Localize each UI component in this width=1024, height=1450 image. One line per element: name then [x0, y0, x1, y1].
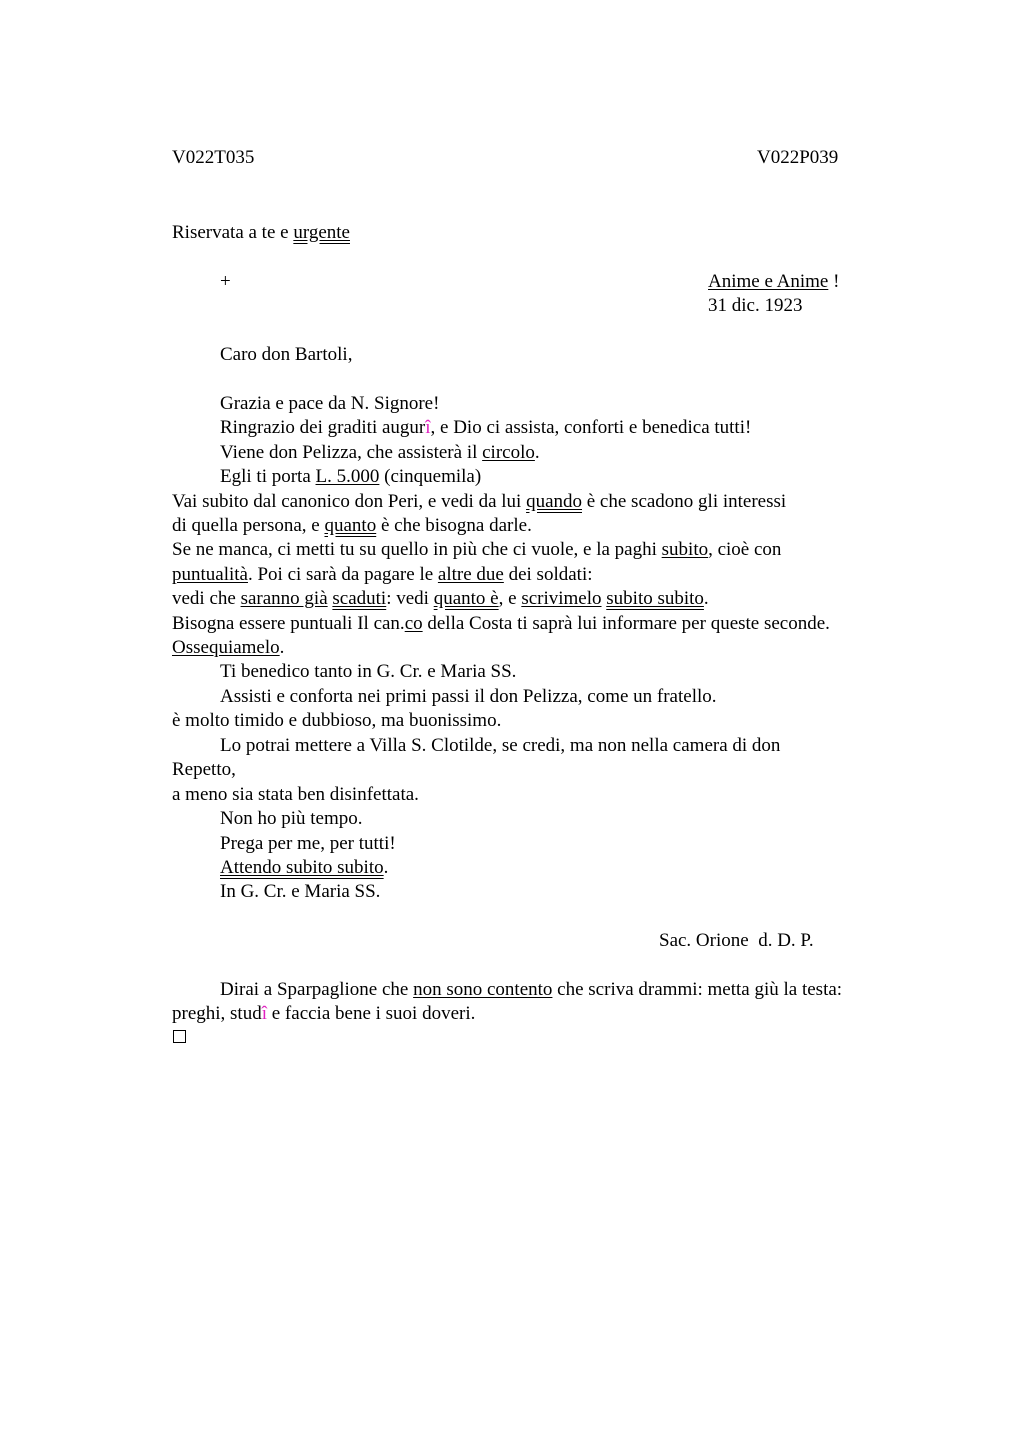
body-line: Lo potrai mettere a Villa S. Clotilde, se credi, ma non nella camera di don — [220, 735, 781, 756]
letter-date: 31 dic. 1923 — [708, 295, 803, 316]
salutation: Caro don Bartoli, — [220, 344, 353, 365]
body-line: Bisogna essere puntuali Il can.co della Costa ti saprà lui informare per queste seconde. — [172, 613, 830, 634]
closing-line: In G. Cr. e Maria SS. — [220, 881, 381, 902]
body-line: vedi che saranno già scaduti: vedi quanto è, e scrivimelo subito subito. — [172, 588, 709, 609]
body-line: Ti benedico tanto in G. Cr. e Maria SS. — [220, 661, 517, 682]
signature: Sac. Orione d. D. P. — [659, 930, 814, 951]
body-line: Assisti e conforta nei primi passi il don Pelizza, come un fratello. — [220, 686, 717, 707]
postscript-line: preghi, studî e faccia bene i suoi doveri. — [172, 1003, 476, 1024]
motto: Anime e Anime ! — [708, 271, 840, 292]
checkbox-square-icon — [173, 1030, 186, 1043]
postscript-line: Dirai a Sparpaglione che non sono contento che scriva drammi: metta giù la testa: — [220, 979, 843, 1000]
body-line: di quella persona, e quanto è che bisogna darle. — [172, 515, 532, 536]
body-line: Prega per me, per tutti! — [220, 833, 396, 854]
body-line: Grazia e pace da N. Signore! — [220, 393, 440, 414]
body-line: Egli ti porta L. 5.000 (cinquemila) — [220, 466, 482, 487]
archive-code-right: V022P039 — [757, 147, 839, 168]
body-line: a meno sia stata ben disinfettata. — [172, 784, 419, 805]
body-line: Ossequiamelo. — [172, 637, 285, 658]
body-line: Repetto, — [172, 759, 236, 780]
body-line: è molto timido e dubbioso, ma buonissimo. — [172, 710, 502, 731]
archive-code-left: V022T035 — [172, 147, 255, 168]
reserved-note: Riservata a te e urgente — [172, 222, 350, 243]
body-line: Ringrazio dei graditi augurî, e Dio ci assista, conforti e benedica tutti! — [220, 417, 752, 438]
body-line: Viene don Pelizza, che assisterà il circolo. — [220, 442, 540, 463]
body-line: Se ne manca, ci metti tu su quello in più che ci vuole, e la paghi subito, cioè con — [172, 539, 782, 560]
body-line: Vai subito dal canonico don Peri, e vedi da lui quando è che scadono gli interessi — [172, 491, 787, 512]
body-line: Non ho più tempo. — [220, 808, 363, 829]
cross-mark: + — [220, 271, 231, 292]
body-line: Attendo subito subito. — [220, 857, 389, 878]
body-line: puntualità. Poi ci sarà da pagare le altre due dei soldati: — [172, 564, 593, 585]
